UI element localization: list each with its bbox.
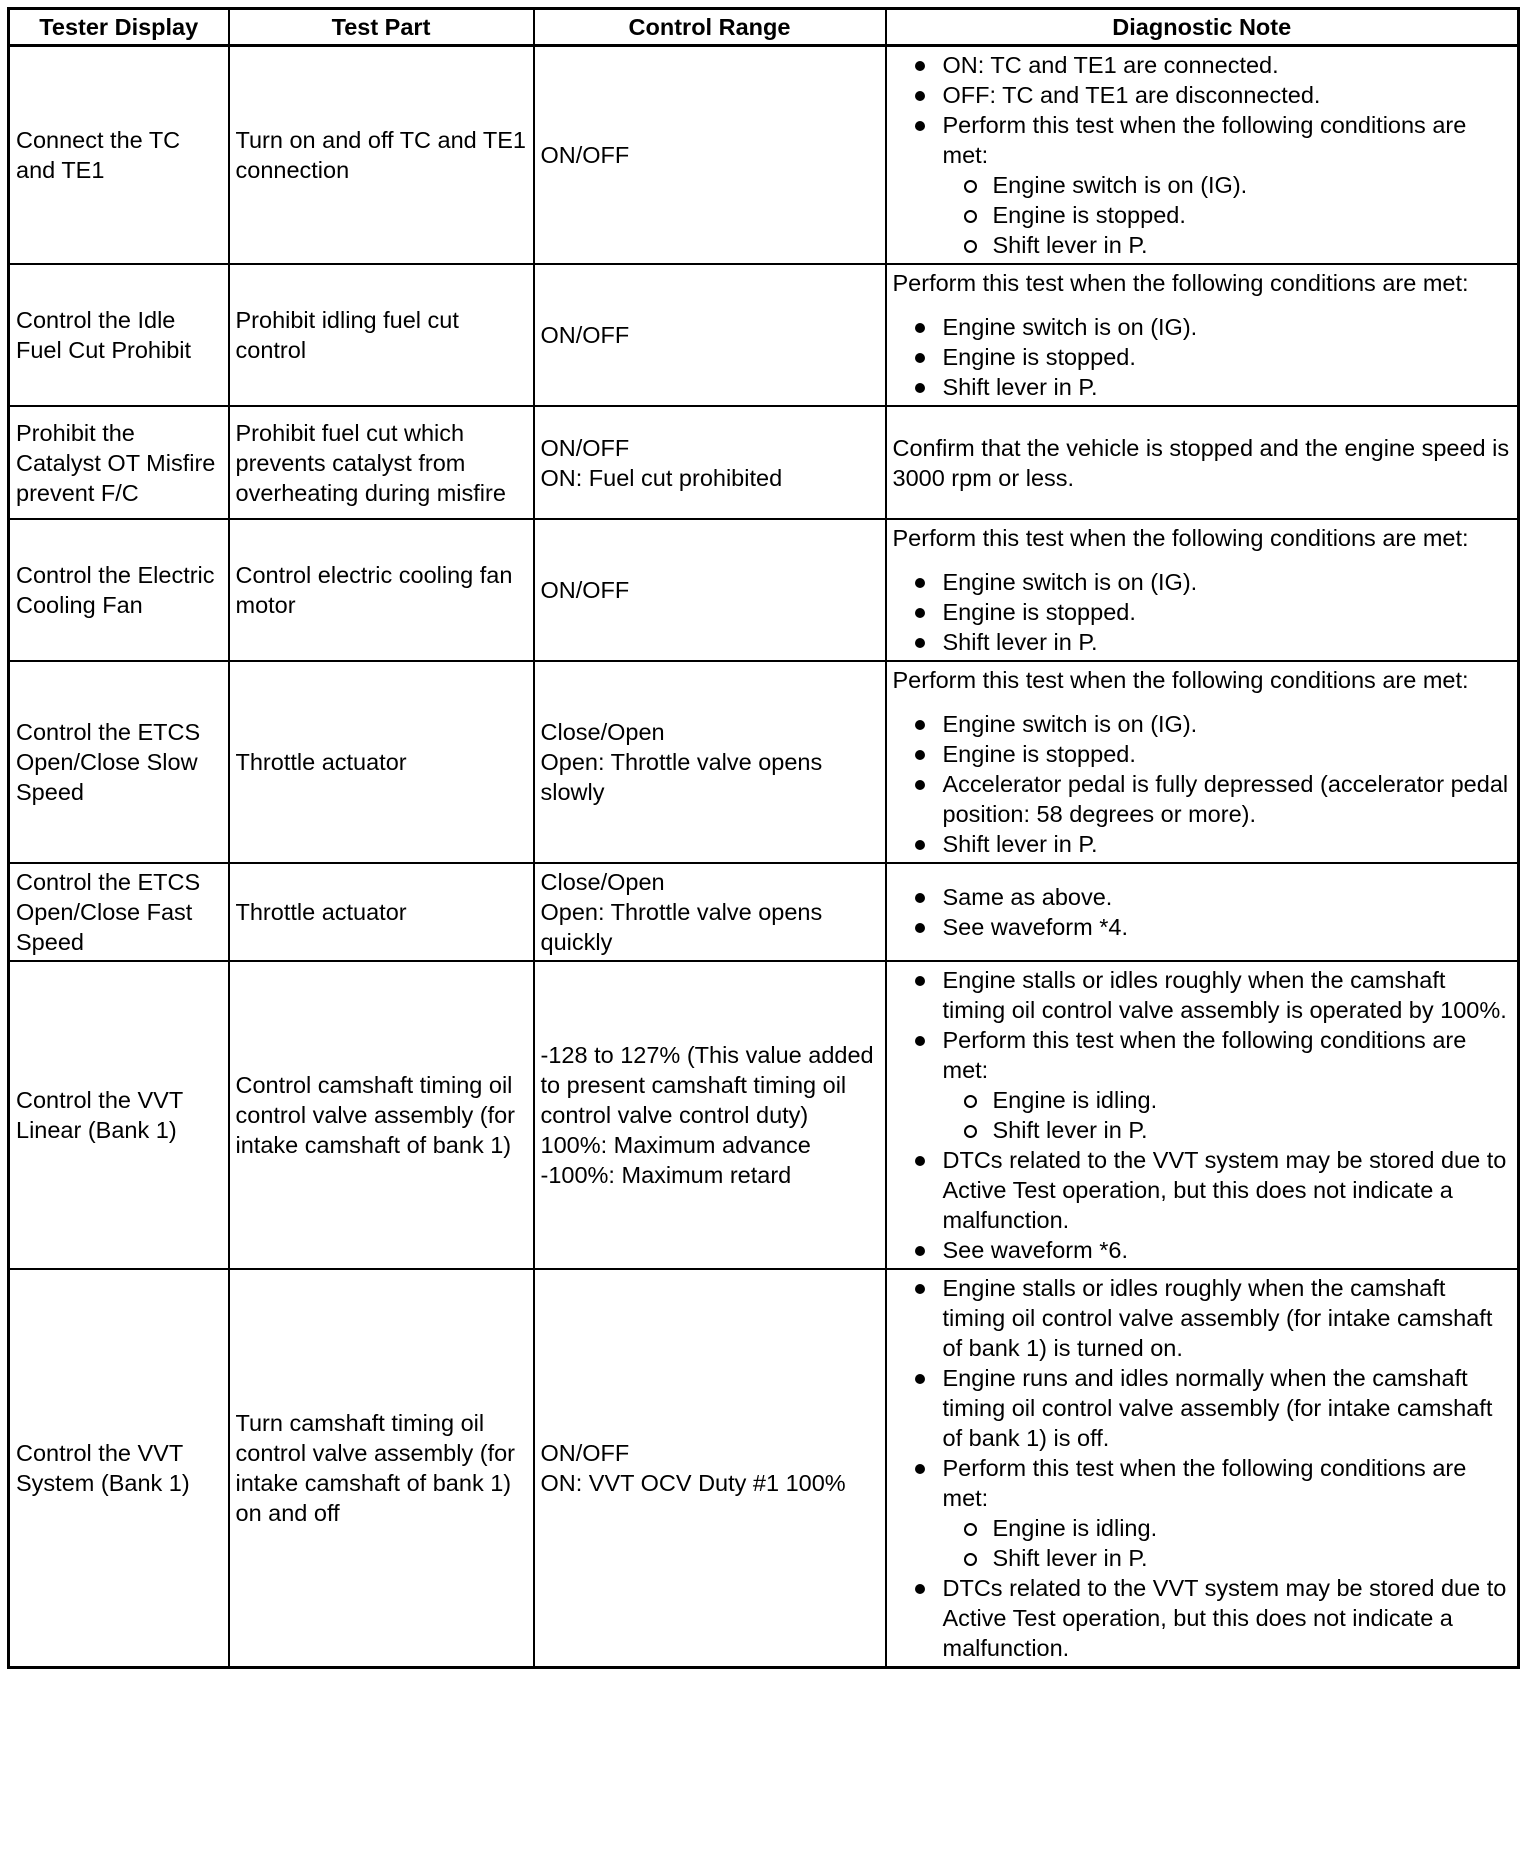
tester-display-cell-text: Control the Idle Fuel Cut Prohibit (16, 307, 192, 363)
note-intro-text: Perform this test when the following conditions are met: (892, 525, 1469, 551)
note-bullet-item (893, 1453, 1512, 1573)
note-bullet-item (893, 769, 1512, 829)
control-range-cell (534, 406, 886, 519)
note-sub-item: Shift lever in P. (943, 1543, 1512, 1573)
note-bullet-text: Shift lever in P. (942, 374, 1098, 400)
test-part-cell (229, 46, 534, 265)
note-sub-item: Engine is stopped. (943, 200, 1512, 230)
note-bullet-text: Perform this test when the following conditions are met: (942, 1455, 1467, 1511)
note-bullet-item (893, 1025, 1512, 1145)
tester-display-cell (9, 46, 229, 265)
diagnostic-note-cell (886, 264, 1519, 406)
test-part-cell-text: Control camshaft timing oil control valve assembly (for intake camshaft of bank 1) (235, 1072, 515, 1158)
note-bullet-text: ON: TC and TE1 are connected. (942, 52, 1279, 78)
tester-display-cell (9, 661, 229, 863)
test-part-cell (229, 1269, 534, 1668)
control-range-cell (534, 1269, 886, 1668)
table-row (9, 406, 1519, 519)
note-bullet-item (893, 965, 1512, 1025)
tester-display-cell-text: Prohibit the Catalyst OT Misfire prevent F/C (16, 419, 216, 506)
note-intro-text: Perform this test when the following conditions are met: (892, 667, 1469, 693)
note-bullet-list (893, 1273, 1512, 1663)
diagnostic-note-cell (886, 863, 1519, 961)
note-bullet-text: Shift lever in P. (942, 629, 1098, 655)
note-bullet-list (893, 709, 1512, 859)
header-test-part: Test Part (229, 9, 534, 46)
tester-display-cell (9, 863, 229, 961)
note-bullet-text: Perform this test when the following conditions are met: (942, 1027, 1467, 1083)
note-bullet-text: Engine switch is on (IG). (942, 711, 1198, 737)
note-bullet-text: Same as above. (942, 884, 1113, 910)
table-row (9, 264, 1519, 406)
test-part-cell (229, 961, 534, 1269)
diagnostic-note-cell (886, 661, 1519, 863)
note-bullet-list (893, 965, 1512, 1265)
tester-display-cell-text: Control the ETCS Open/Close Slow Speed (16, 719, 201, 805)
diagnostic-note-cell (886, 46, 1519, 265)
table-row (9, 519, 1519, 661)
note-sub-item: Engine switch is on (IG). (943, 170, 1512, 200)
tester-display-cell-text: Control the ETCS Open/Close Fast Speed (16, 869, 201, 955)
control-range-cell-text: ON/OFF ON: VVT OCV Duty #1 100% (540, 1440, 846, 1496)
test-part-cell (229, 406, 534, 519)
note-bullet-text: Accelerator pedal is fully depressed (accelerator pedal position: 58 degrees or more). (942, 771, 1509, 827)
note-bullet-item (893, 110, 1512, 260)
note-bullet-text: DTCs related to the VVT system may be stored due to Active Test operation, but this does not indicate a malfunction. (942, 1147, 1507, 1233)
note-bullet-item (893, 567, 1512, 597)
control-range-cell-text: Close/Open Open: Throttle valve opens quickly (540, 869, 823, 955)
note-bullet-item (893, 882, 1512, 912)
tester-display-cell (9, 406, 229, 519)
table-row (9, 961, 1519, 1269)
test-part-cell (229, 863, 534, 961)
note-sub-list (943, 170, 1512, 260)
note-bullet-item (893, 709, 1512, 739)
test-part-cell (229, 264, 534, 406)
table-row (9, 863, 1519, 961)
note-sub-item: Shift lever in P. (943, 1115, 1512, 1145)
diagnostic-note-cell (886, 406, 1519, 519)
note-bullet-item (893, 627, 1512, 657)
note-bullet-item (893, 50, 1512, 80)
control-range-cell (534, 519, 886, 661)
tester-display-cell-text: Control the Electric Cooling Fan (16, 562, 215, 618)
header-control-range: Control Range (534, 9, 886, 46)
table-body (9, 46, 1519, 1668)
diagnostic-note-cell (886, 961, 1519, 1269)
note-sub-list (943, 1085, 1512, 1145)
header-diagnostic-note: Diagnostic Note (886, 9, 1519, 46)
tester-display-cell-text: Connect the TC and TE1 (16, 127, 181, 183)
note-bullet-text: Perform this test when the following conditions are met: (942, 112, 1467, 168)
note-bullet-item (893, 739, 1512, 769)
note-sub-item: Shift lever in P. (943, 230, 1512, 260)
control-range-cell (534, 961, 886, 1269)
note-bullet-text: Shift lever in P. (942, 831, 1098, 857)
note-intro-text: Confirm that the vehicle is stopped and the engine speed is 3000 rpm or less. (892, 434, 1510, 491)
tester-display-cell-text: Control the VVT Linear (Bank 1) (16, 1087, 183, 1143)
note-bullet-text: OFF: TC and TE1 are disconnected. (942, 82, 1321, 108)
header-row (9, 9, 1519, 46)
test-part-cell (229, 519, 534, 661)
control-range-cell-text: ON/OFF (540, 577, 630, 603)
control-range-cell-text: -128 to 127% (This value added to present camshaft timing oil control valve control duty) 100%: Maximum advance -100%: Maximum retard (540, 1042, 874, 1188)
note-bullet-list (893, 882, 1512, 942)
note-bullet-list (893, 312, 1512, 402)
note-bullet-item (893, 80, 1512, 110)
note-bullet-text: Engine stalls or idles roughly when the camshaft timing oil control valve assembly is operated by 100%. (942, 967, 1507, 1023)
note-bullet-item (893, 342, 1512, 372)
test-part-cell-text: Prohibit fuel cut which prevents catalyst from overheating during misfire (235, 419, 506, 506)
tester-display-cell (9, 519, 229, 661)
tester-display-cell-text: Control the VVT System (Bank 1) (16, 1440, 190, 1496)
header-tester-display: Tester Display (9, 9, 229, 46)
active-test-table (7, 7, 1520, 1669)
note-bullet-text: Engine stalls or idles roughly when the camshaft timing oil control valve assembly (for intake camshaft of bank 1) is turned on. (942, 1275, 1493, 1361)
test-part-cell-text: Control electric cooling fan motor (235, 562, 513, 618)
note-bullet-text: Engine is stopped. (942, 741, 1136, 767)
table-row (9, 661, 1519, 863)
diagnostic-note-cell (886, 519, 1519, 661)
test-part-cell-text: Turn camshaft timing oil control valve assembly (for intake camshaft of bank 1) on and off (235, 1410, 515, 1526)
control-range-cell (534, 264, 886, 406)
note-bullet-item (893, 1273, 1512, 1363)
test-part-cell-text: Throttle actuator (235, 899, 407, 925)
note-bullet-text: Engine runs and idles normally when the camshaft timing oil control valve assembly (for intake camshaft of bank 1) is off. (942, 1365, 1493, 1451)
note-bullet-text: Engine is stopped. (942, 599, 1136, 625)
control-range-cell-text: ON/OFF (540, 142, 630, 168)
note-bullet-item (893, 912, 1512, 942)
tester-display-cell (9, 1269, 229, 1668)
note-intro-text: Perform this test when the following conditions are met: (892, 270, 1469, 296)
table-row (9, 1269, 1519, 1668)
note-bullet-item (893, 1363, 1512, 1453)
control-range-cell (534, 661, 886, 863)
note-bullet-item (893, 312, 1512, 342)
note-bullet-item (893, 829, 1512, 859)
note-sub-item: Engine is idling. (943, 1085, 1512, 1115)
note-bullet-text: Engine is stopped. (942, 344, 1136, 370)
note-bullet-text: DTCs related to the VVT system may be stored due to Active Test operation, but this does not indicate a malfunction. (942, 1575, 1507, 1661)
test-part-cell-text: Turn on and off TC and TE1 connection (235, 127, 526, 183)
note-bullet-item (893, 597, 1512, 627)
table-row (9, 46, 1519, 265)
test-part-cell (229, 661, 534, 863)
control-range-cell-text: ON/OFF ON: Fuel cut prohibited (540, 434, 783, 491)
control-range-cell-text: Close/Open Open: Throttle valve opens slowly (540, 719, 823, 805)
note-bullet-item (893, 1573, 1512, 1663)
diagnostic-note-cell (886, 1269, 1519, 1668)
note-sub-list (943, 1513, 1512, 1573)
note-bullet-item (893, 372, 1512, 402)
tester-display-cell (9, 961, 229, 1269)
test-part-cell-text: Throttle actuator (235, 749, 407, 775)
note-bullet-text: See waveform *6. (942, 1237, 1128, 1263)
note-bullet-list (893, 50, 1512, 260)
note-bullet-text: See waveform *4. (942, 914, 1128, 940)
test-part-cell-text: Prohibit idling fuel cut control (235, 307, 459, 363)
control-range-cell (534, 863, 886, 961)
note-bullet-list (893, 567, 1512, 657)
note-bullet-item (893, 1145, 1512, 1235)
note-bullet-text: Engine switch is on (IG). (942, 569, 1198, 595)
control-range-cell-text: ON/OFF (540, 322, 630, 348)
note-bullet-text: Engine switch is on (IG). (942, 314, 1198, 340)
note-sub-item: Engine is idling. (943, 1513, 1512, 1543)
note-bullet-item (893, 1235, 1512, 1265)
tester-display-cell (9, 264, 229, 406)
control-range-cell (534, 46, 886, 265)
